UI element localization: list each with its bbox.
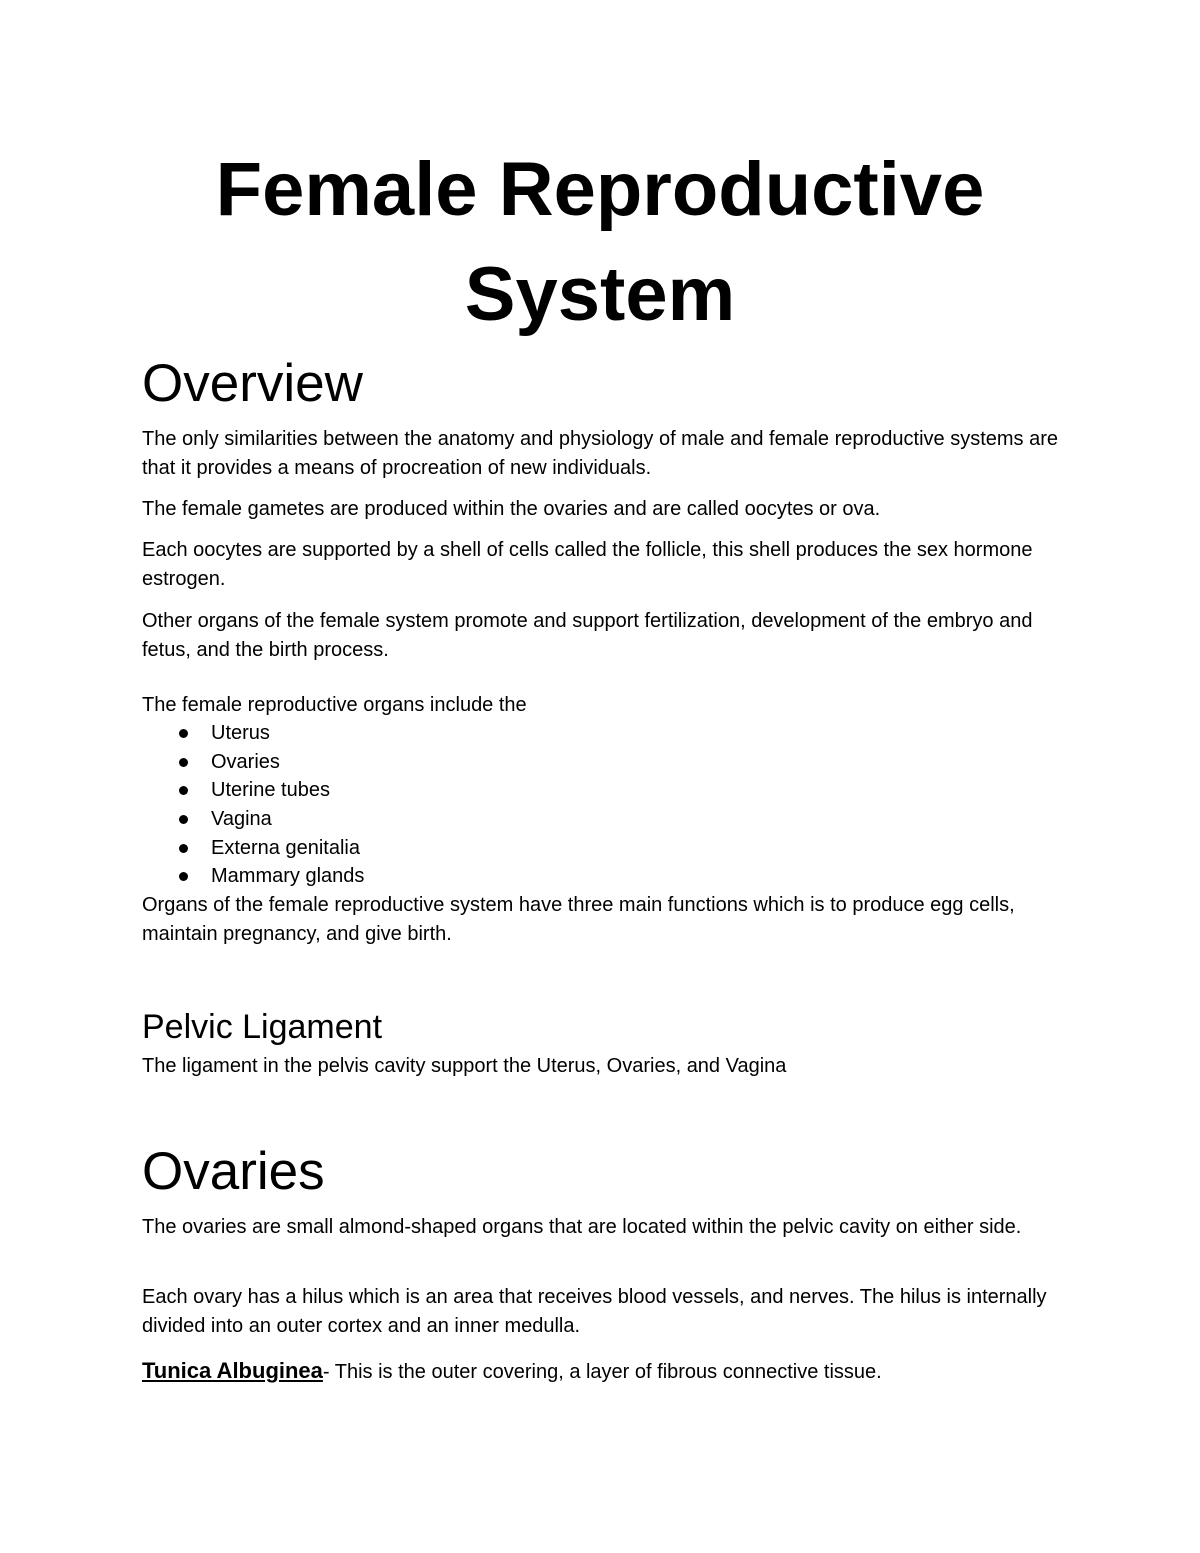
tunica-albuginea-text: - This is the outer covering, a layer of fibrous connective tissue. [322,1361,882,1383]
list-item [142,834,364,863]
bullet-icon [179,815,188,824]
document-title-line-2: System [464,252,736,337]
list-item [142,862,364,891]
list-item [142,719,364,748]
overview-paragraph-1: The only similarities between the anatomy and physiology of male and female reproductive systems are that it provides a means of procreation of new individuals. [142,428,1059,479]
ovaries-paragraph-1: The ovaries are small almond-shaped organs that are located within the pelvic cavity on either side. [142,1216,1022,1238]
tunica-albuginea-definition [142,1357,1062,1387]
list-item [142,748,364,777]
bullet-icon [179,758,188,767]
pelvic-ligament-heading: Pelvic Ligament [142,1008,383,1046]
list-item-label: Vagina [211,808,272,831]
list-item [142,776,364,805]
overview-paragraph-2: The female gametes are produced within the ovaries and are called oocytes or ova. [142,498,881,520]
tunica-albuginea-term: Tunica Albuginea [142,1358,323,1383]
organs-list-intro: The female reproductive organs include the [142,694,527,716]
bullet-icon [179,872,188,881]
organs-list [142,719,364,891]
bullet-icon [179,844,188,853]
overview-paragraph-4: Other organs of the female system promote and support fertilization, development of the embryo and fetus, and the birth process. [142,610,1033,661]
list-item-label: Ovaries [211,750,280,773]
list-item-label: Mammary glands [211,865,365,888]
ovaries-paragraph-2: Each ovary has a hilus which is an area that receives blood vessels, and nerves. The hilus is internally divided into an outer cortex and an inner medulla. [142,1286,1047,1337]
list-item [142,805,364,834]
list-item-label: Externa genitalia [211,836,360,859]
document-title-line-1: Female Reproductive [215,147,985,232]
overview-paragraph-3: Each oocytes are supported by a shell of cells called the follicle, this shell produces the sex hormone estrogen. [142,539,1033,590]
overview-heading: Overview [142,354,363,413]
pelvic-ligament-text: The ligament in the pelvis cavity support the Uterus, Ovaries, and Vagina [142,1055,787,1077]
bullet-icon [179,786,188,795]
bullet-icon [179,729,188,738]
list-item-label: Uterus [211,722,270,744]
ovaries-heading: Ovaries [142,1142,325,1201]
functions-paragraph: Organs of the female reproductive system have three main functions which is to produce egg cells, maintain pregnancy, and give birth. [142,894,1015,945]
list-item-label: Uterine tubes [211,779,330,802]
